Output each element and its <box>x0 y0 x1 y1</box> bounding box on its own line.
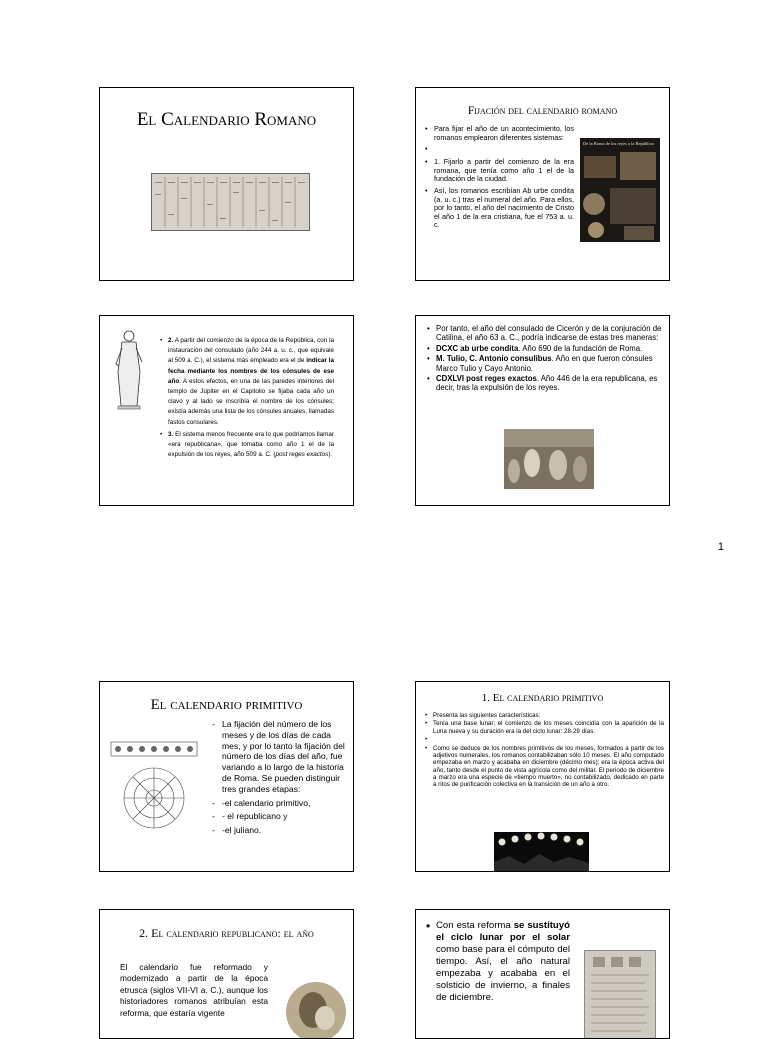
page-number: 1 <box>717 541 724 553</box>
slide-text: El calendario fue reformado y modernizado a partir de la época etrusca (siglos VII-VI a. C.), aunque los historiadores romanos atribuían esta reforma, que estaría vigente <box>120 962 268 1018</box>
image-caption: De la Roma de los reyes a la República <box>583 141 654 146</box>
senate-painting-image <box>504 429 594 489</box>
bullet-item: - -el juliano. <box>210 825 345 836</box>
roman-collage-image <box>580 138 660 242</box>
bullet-item: • Tenía una base lunar; el comienzo de los meses coincidía con la aparición de la Luna nueva y su duración era la del ciclo lunar: 28-29 días. <box>424 720 664 735</box>
painting-image <box>285 980 347 1039</box>
bullet-item: - - el republicano y <box>210 811 345 822</box>
slide-6 <box>415 681 670 872</box>
roman-statue-image <box>110 328 148 410</box>
bullet-item: - La fijación del número de los meses y de los días de cada mes, y por lo tanto la fijación del número de los días del año, fue variando a lo largo de la historia de Roma. Se pueden distinguir tres grandes etapas: <box>210 719 345 795</box>
bullet-item: • 3. El sistema menos frecuente era lo que podríamos llamar «era republicana», que tomaba como año 1 el de la expulsión de los reyes, año 509 a. C. (post reges exactos). <box>158 430 334 461</box>
spacer <box>424 145 574 155</box>
bullet-item: • Presenta las siguientes características: <box>424 712 664 719</box>
spacer <box>424 736 664 744</box>
zodiac-calendar-image <box>109 740 199 835</box>
bullet-item: • DCXC ab urbe condita. Año 690 de la fundación de Roma. <box>426 344 662 353</box>
slide-title: 1. El calendario primitivo <box>481 692 604 704</box>
slide-8 <box>415 909 670 1039</box>
bullet-item: • Para fijar el año de un acontecimiento, los romanos emplearon diferentes sistemas: <box>424 125 574 142</box>
slide-title: Fijación del calendario romano <box>467 105 618 117</box>
slide-3 <box>99 315 354 506</box>
bullet-item: • Así, los romanos escribían Ab urbe condita (a. u. c.) tras el numeral del año. Para ellos, por lo tanto, el año del nacimiento de Cristo el año 1 de la era cristiana, fue el 753 a. u. c. <box>424 187 574 230</box>
slide-title: El calendario primitivo <box>150 697 303 713</box>
slide-2 <box>415 87 670 281</box>
moon-phases-image <box>494 832 589 872</box>
bullet-item: • Por tanto, el año del consulado de Cicerón y de la conjuración de Catilina, el año 63 a. C., podría indicarse de estas tres maneras: <box>426 324 662 343</box>
calendar-tablet-image <box>151 173 310 231</box>
bullet-item: • CDXLVI post reges exactos. Año 446 de la era republicana, es decir, tras la expulsión de los reyes. <box>426 374 662 393</box>
bullet-item: • 2. A partir del comienzo de la época de la República, con la instauración del consulado (año 244 a. u. c., que equivale al 509 a. C.), el sistema más empleado era el de indicar la fecha mediante los nombres de los cónsules de ese año. A estos efectos, en una de las paredes interiores del templo de Júpiter en el Capitolio se fijaba cada año un clavo y al lado se inscribía el nombre de los cónsules; existía además una lista de los cónsules anuales, llamadas fastos consulares. <box>158 336 334 428</box>
slide-title: El Calendario Romano <box>136 109 317 130</box>
slide-1 <box>99 87 354 281</box>
bullet-item: • 1. Fijarlo a partir del comienzo de la era romana, que tenía como año 1 el de la fundación de la ciudad. <box>424 158 574 184</box>
slide-7 <box>99 909 354 1039</box>
bullet-item: - -el calendario primitivo, <box>210 798 345 809</box>
slide-title: 2. El calendario republicano: el año <box>139 926 314 940</box>
slide-5 <box>99 681 354 872</box>
bullet-item: • M. Tulio, C. Antonio consulibus. Año en que fueron cónsules Marco Tulio y Cayo Antonio. <box>426 354 662 373</box>
slide-4 <box>415 315 670 506</box>
bullet-item: • Como se deduce de los nombres primitivos de los meses, formados a partir de los adjetivos numerales, los romanos contabilizaban sólo 10 meses. El año computado empezaba en marzo y acababa en diciembre (décimo mes); era la época activa del año, tanto desde el punto de vista agrícola como del militar. El periodo de diciembre a marzo era una especie de «tiempo muerto», no contabilizado, dedicado en parte a ritos de purificación colectiva en la transición de un año a otro. <box>424 745 664 789</box>
bullet-item: • Con esta reforma se sustituyó el ciclo lunar por el solar como base para el cómputo del tiempo. Así, el año natural empezaba y acababa en el solsticio de invierno, a finales de diciembre. <box>426 920 570 1004</box>
stone-fasti-image <box>584 950 656 1039</box>
